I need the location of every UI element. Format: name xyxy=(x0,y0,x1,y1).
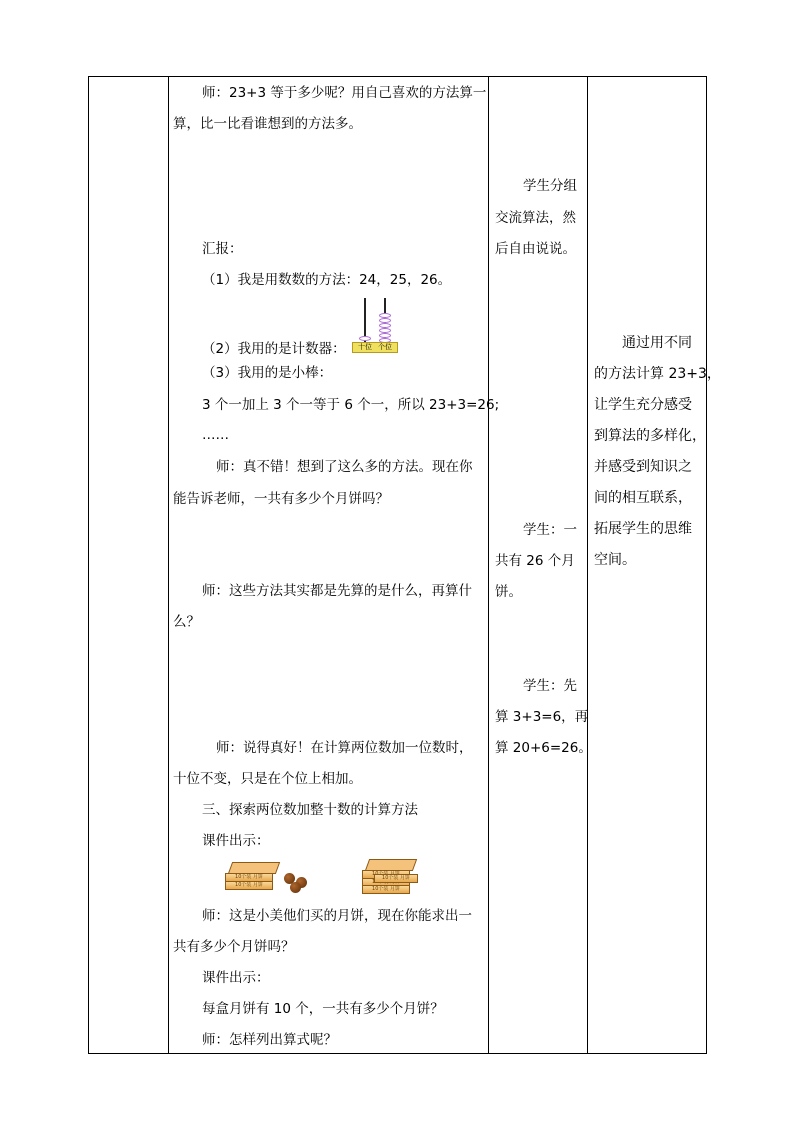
report-heading: 汇报： xyxy=(202,241,243,257)
teacher-summary-line-1: 师：说得真好！在计算两位数加一位数时， xyxy=(216,740,473,756)
table-border-bottom xyxy=(88,1053,707,1054)
courseware-label-1: 课件出示： xyxy=(202,833,270,849)
student-answer-b-3: 饼。 xyxy=(495,584,522,600)
mooncake xyxy=(290,882,301,893)
method-1-counting: （1）我是用数数的方法：24，25，26。 xyxy=(202,272,452,288)
mooncake-question: 每盒月饼有 10 个，一共有多少个月饼？ xyxy=(202,1001,444,1017)
table-border-right xyxy=(706,76,707,1054)
student-activity-a-3: 后自由说说。 xyxy=(495,241,576,257)
student-answer-c-1: 学生：先 xyxy=(523,678,577,694)
design-intent-line-7: 拓展学生的思维 xyxy=(594,521,692,537)
design-intent-line-4: 到算法的多样化， xyxy=(594,428,706,444)
abacus-base xyxy=(352,342,398,353)
mooncake-box: 10个装 月饼 xyxy=(374,874,418,883)
table-border-left xyxy=(88,76,89,1054)
table-divider-1 xyxy=(168,76,169,1054)
design-intent-line-3: 让学生充分感受 xyxy=(594,397,692,413)
student-activity-a-1: 学生分组 xyxy=(523,178,577,194)
teacher-praise-line-1: 师：真不错！想到了这么多的方法。现在你 xyxy=(216,459,473,475)
student-activity-a-2: 交流算法，然 xyxy=(495,210,576,226)
mooncake-box: 10个装 月饼 xyxy=(362,885,410,894)
ellipsis: …… xyxy=(202,427,229,443)
table-divider-3 xyxy=(587,76,588,1054)
courseware-label-2: 课件出示： xyxy=(202,970,270,986)
section-three-heading: 三、探索两位数加整十数的计算方法 xyxy=(202,802,418,818)
abacus-illustration xyxy=(352,298,398,354)
student-answer-b-1: 学生：一 xyxy=(523,522,577,538)
method-3-sticks: （3）我用的是小棒： xyxy=(202,365,333,381)
table-divider-2 xyxy=(488,76,489,1054)
abacus-ones-label: 个位 xyxy=(378,343,392,351)
mooncake-box: 10个装 月饼 xyxy=(225,873,273,882)
mooncake-box: 10个装 月饼 xyxy=(225,881,273,890)
teacher-summary-line-2: 十位不变，只是在个位上相加。 xyxy=(173,771,362,787)
student-answer-c-2: 算 3+3=6，再 xyxy=(495,709,589,725)
design-intent-line-1: 通过用不同 xyxy=(622,335,692,351)
teacher-praise-line-2: 能告诉老师，一共有多少个月饼吗？ xyxy=(173,491,389,507)
teacher-mooncake-line-2: 共有多少个月饼吗？ xyxy=(173,939,295,955)
design-intent-line-8: 空间。 xyxy=(594,552,636,568)
teacher-mooncake-line-1: 师：这是小美他们买的月饼，现在你能求出一 xyxy=(202,908,472,924)
teacher-question-line-2: 算，比一比看谁想到的方法多。 xyxy=(173,116,362,132)
design-intent-line-2: 的方法计算 23+3， xyxy=(594,366,721,382)
design-intent-line-5: 并感受到知识之 xyxy=(594,459,692,475)
teacher-question-line-1: 师：23+3 等于多少呢？用自己喜欢的方法算一 xyxy=(202,85,487,101)
method-2-abacus: （2）我用的是计数器： xyxy=(202,341,346,357)
teacher-equation-question: 师：怎样列出算式呢？ xyxy=(202,1032,337,1048)
abacus-tens-label: 十位 xyxy=(358,343,372,351)
design-intent-line-6: 间的相互联系， xyxy=(594,490,692,506)
student-answer-b-2: 共有 26 个月 xyxy=(495,553,575,569)
abacus-bead xyxy=(359,336,371,341)
table-border-top xyxy=(88,76,707,77)
student-answer-c-3: 算 20+6=26。 xyxy=(495,740,592,756)
teacher-ask-line-2: 么？ xyxy=(173,614,200,630)
teacher-ask-line-1: 师：这些方法其实都是先算的是什么，再算什 xyxy=(202,583,472,599)
sticks-explanation: 3 个一加上 3 个一等于 6 个一，所以 23+3=26; xyxy=(202,397,500,413)
